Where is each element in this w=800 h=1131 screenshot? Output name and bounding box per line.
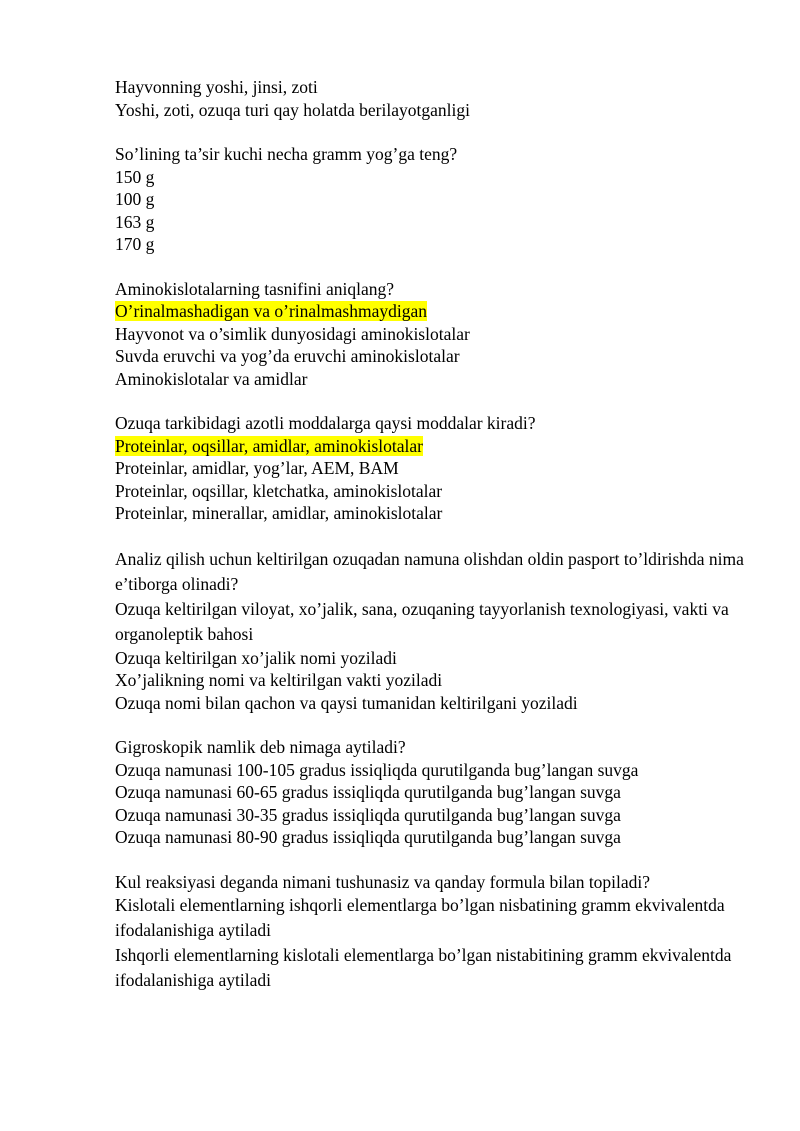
answer-option: Ozuqa namunasi 80-90 gradus issiqliqda qurutilganda bug’langan suvga: [115, 827, 621, 847]
answer-option: Hayvonot va o’simlik dunyosidagi aminokislotalar: [115, 323, 470, 344]
answer-option: Ozuqa nomi bilan qachon va qaysi tumanidan keltirilgani yoziladi: [115, 692, 578, 713]
answer-option: Ozuqa keltirilgan viloyat, xo’jalik, sana, ozuqaning tayyorlanish texnologiyasi, vakti va organoleptik bahosi: [115, 598, 729, 644]
answer-option: Proteinlar, amidlar, yog’lar, AEM, BAM: [115, 458, 399, 478]
highlighted-answer-option: O’rinalmashadigan va o’rinalmashmaydigan: [115, 301, 427, 321]
answer-option: 163 g: [115, 211, 155, 232]
answer-option: Ozuqa namunasi 30-35 gradus issiqliqda qurutilganda bug’langan suvga: [115, 804, 621, 825]
question-block-4: [115, 547, 755, 715]
question-block-1: [115, 143, 755, 256]
question-block-5: [115, 736, 755, 849]
answer-option: Suvda eruvchi va yog’da eruvchi aminokislotalar: [115, 346, 460, 366]
intro-line: Yoshi, zoti, ozuqa turi qay holatda berilayotganligi: [115, 99, 470, 120]
question-block-2: [115, 278, 755, 391]
answer-option: Ozuqa namunasi 100-105 gradus issiqliqda qurutilganda bug’langan suvga: [115, 759, 639, 780]
answer-option: Ozuqa keltirilgan xo’jalik nomi yoziladi: [115, 647, 397, 668]
document-page: [115, 76, 755, 1015]
question-block-6: [115, 871, 755, 994]
question-text: Ozuqa tarkibidagi azotli moddalarga qaysi moddalar kiradi?: [115, 413, 536, 433]
answer-option: Ishqorli elementlarning kislotali elementlarga bo’lgan nistabitining gramm ekvivalentda ifodalanishiga aytiladi: [115, 945, 732, 990]
question-text: So’lining ta’sir kuchi necha gramm yog’ga teng?: [115, 144, 458, 164]
intro-block: [115, 76, 755, 121]
question-text: Analiz qilish uchun keltirilgan ozuqadan namuna olishdan oldin pasport to’ldirishda nima e’tiborga olinadi?: [115, 548, 744, 594]
answer-option: 100 g: [115, 189, 155, 209]
answer-option: Ozuqa namunasi 60-65 gradus issiqliqda qurutilganda bug’langan suvga: [115, 782, 621, 802]
answer-option: Aminokislotalar va amidlar: [115, 368, 308, 389]
intro-line: Hayvonning yoshi, jinsi, zoti: [115, 77, 318, 97]
answer-option: 150 g: [115, 166, 155, 187]
question-text: Kul reaksiyasi deganda nimani tushunasiz va qanday formula bilan topiladi?: [115, 871, 651, 892]
answer-option: Proteinlar, oqsillar, kletchatka, aminokislotalar: [115, 480, 443, 501]
answer-option: Proteinlar, minerallar, amidlar, aminokislotalar: [115, 503, 443, 523]
answer-option: Kislotali elementlarning ishqorli elementlarga bo’lgan nisbatining gramm ekvivalentda ifodalanishiga aytiladi: [115, 895, 725, 940]
question-block-3: [115, 412, 755, 525]
answer-option: 170 g: [115, 234, 155, 254]
question-text: Aminokislotalarning tasnifini aniqlang?: [115, 278, 394, 299]
question-text: Gigroskopik namlik deb nimaga aytiladi?: [115, 737, 406, 757]
highlighted-answer-option: Proteinlar, oqsillar, amidlar, aminokislotalar: [115, 435, 423, 456]
answer-option: Xo’jalikning nomi va keltirilgan vakti yoziladi: [115, 670, 443, 690]
